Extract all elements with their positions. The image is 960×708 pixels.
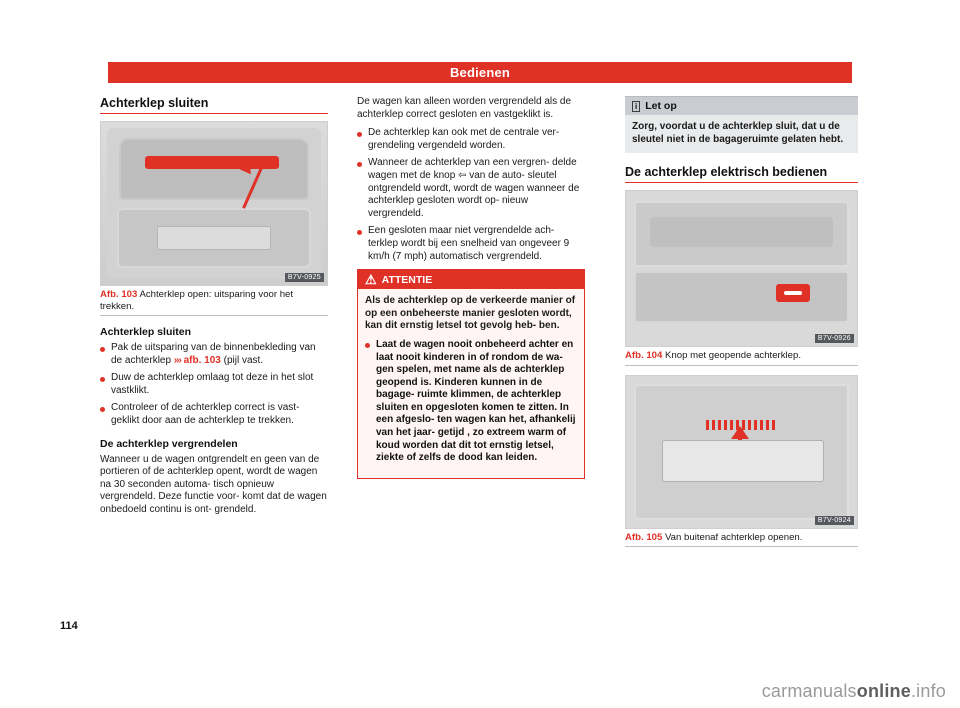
- column-middle: [357, 96, 585, 479]
- figure-103: [100, 121, 328, 286]
- list-item: [357, 157, 585, 220]
- bullet-1-text-tail: (pijl vast.: [223, 354, 264, 366]
- paragraph-lock-condition: De wagen kan alleen worden vergrendeld als de achterklep correct gesloten en vastgeklikt is.: [357, 96, 572, 120]
- attention-header: [358, 270, 584, 289]
- figure-105-caption-text: Van buitenaf achterklep openen.: [665, 531, 803, 543]
- list-item: Controleer of de achterklep correct is vast- geklikt door aan de achterklep te trekken.: [100, 402, 328, 427]
- attention-box: [357, 269, 585, 479]
- subheading-lock-tailgate: De achterklep vergrendelen: [100, 437, 238, 450]
- figure-104-caption-text: Knop met geopende achterklep.: [665, 350, 802, 362]
- warning-triangle-icon: ⚠: [365, 272, 377, 288]
- figure-105-label: Afb. 105: [625, 531, 663, 543]
- attention-paragraph: Als de achterklep op de verkeerde manier of op een onbeheerste manier gesloten wordt, kan dit ernstig letsel tot gevolg heb- ben.: [365, 295, 576, 332]
- bullet-2-text: Wanneer de achterklep van een vergren- delde wagen met de knop: [368, 157, 577, 181]
- figure-105-caption: [625, 532, 858, 548]
- section-heading-electric-tailgate: De achterklep elektrisch bedienen: [625, 165, 858, 183]
- list-item: De achterklep kan ook met de centrale ver- grendeling vergendeld worden.: [357, 127, 585, 152]
- bullet-1-text: Pak de uitsparing van de binnenbekleding van de achterklep: [111, 342, 316, 366]
- figure-103-label: Afb. 103: [100, 289, 138, 300]
- note-body: Zorg, voordat u de achterklep sluit, dat u de sleutel niet in de bagageruimte gelaten hebt.: [632, 121, 844, 145]
- tailgate-button-highlight: [776, 284, 810, 302]
- license-plate: [662, 440, 824, 482]
- section-heading-close-tailgate: Achterklep sluiten: [100, 96, 328, 114]
- info-icon: i: [632, 101, 640, 112]
- attention-title: ATTENTIE: [381, 273, 433, 286]
- list-item: [100, 342, 328, 367]
- cross-ref-arrows: ›››: [173, 354, 181, 366]
- page-header-title: Bedienen: [108, 62, 852, 83]
- list-item: Een gesloten maar niet vergrendelde ach- terklep wordt bij een snelheid van ongeveer 9 km/h (7 mph) automatisch vergrendeld.: [357, 225, 585, 263]
- column-left: [100, 96, 328, 523]
- cross-ref-figure-103[interactable]: afb. 103: [183, 354, 221, 366]
- note-title: Let op: [645, 100, 677, 112]
- page-number: 114: [60, 620, 78, 632]
- note-box: [625, 96, 858, 153]
- watermark-pre: carmanuals: [761, 681, 857, 701]
- figure-105: [625, 375, 858, 529]
- note-header: [625, 97, 858, 115]
- bullet-2-text-tail: van de auto- sleutel ontgrendeld wordt, wordt de wagen wanneer de achterklep gesloten wordt op- nieuw vergrendeld.: [368, 169, 580, 219]
- figure-103-caption-text: Achterklep open: uitsparing voor het trekken.: [100, 289, 294, 312]
- unlock-key-icon: ⇦: [458, 169, 467, 181]
- subheading-close-tailgate: Achterklep sluiten: [100, 326, 192, 338]
- list-item: Duw de achterklep omlaag tot deze in het slot vastklikt.: [100, 372, 328, 397]
- watermark: [762, 681, 946, 702]
- column-right: [625, 96, 858, 547]
- figure-104-tag: B7V-0926: [815, 334, 854, 343]
- watermark-bold: online: [856, 681, 911, 701]
- figure-104-caption: [625, 350, 858, 366]
- figure-105-tag: B7V-0924: [815, 516, 854, 525]
- attention-list-item: Laat de wagen nooit onbeheerd achter en laat nooit kinderen in of rondom de wa- gen spelen, met name als de achterklep geopend is. Kinderen kunnen in de bagage- ruimte klimmen, de achterklep sluiten en opgesloten komen te zitten. In een afgeslo- ten wagen kan het, afhankelij van het jaar- getijd , zo extreem warm of koud worden dat dit tot ernstig letsel, ziekte of zelfs de dood kan leiden.: [365, 339, 577, 465]
- watermark-post: .info: [910, 681, 946, 701]
- figure-103-tag: B7V-0925: [285, 273, 324, 282]
- attention-body: [358, 289, 584, 478]
- figure-104: [625, 190, 858, 347]
- figure-104-label: Afb. 104: [625, 350, 663, 362]
- license-plate: [157, 226, 271, 250]
- paragraph-auto-relock: Wanneer u de wagen ontgrendelt en geen van de portieren of de achterklep opent, wordt de wagen na 30 seconden automa- tisch opnieuw vergrendeld. Deze functie voor- komt dat de wagen onbedoeld continu is ont- grendeld.: [100, 453, 327, 515]
- figure-103-caption: [100, 289, 328, 316]
